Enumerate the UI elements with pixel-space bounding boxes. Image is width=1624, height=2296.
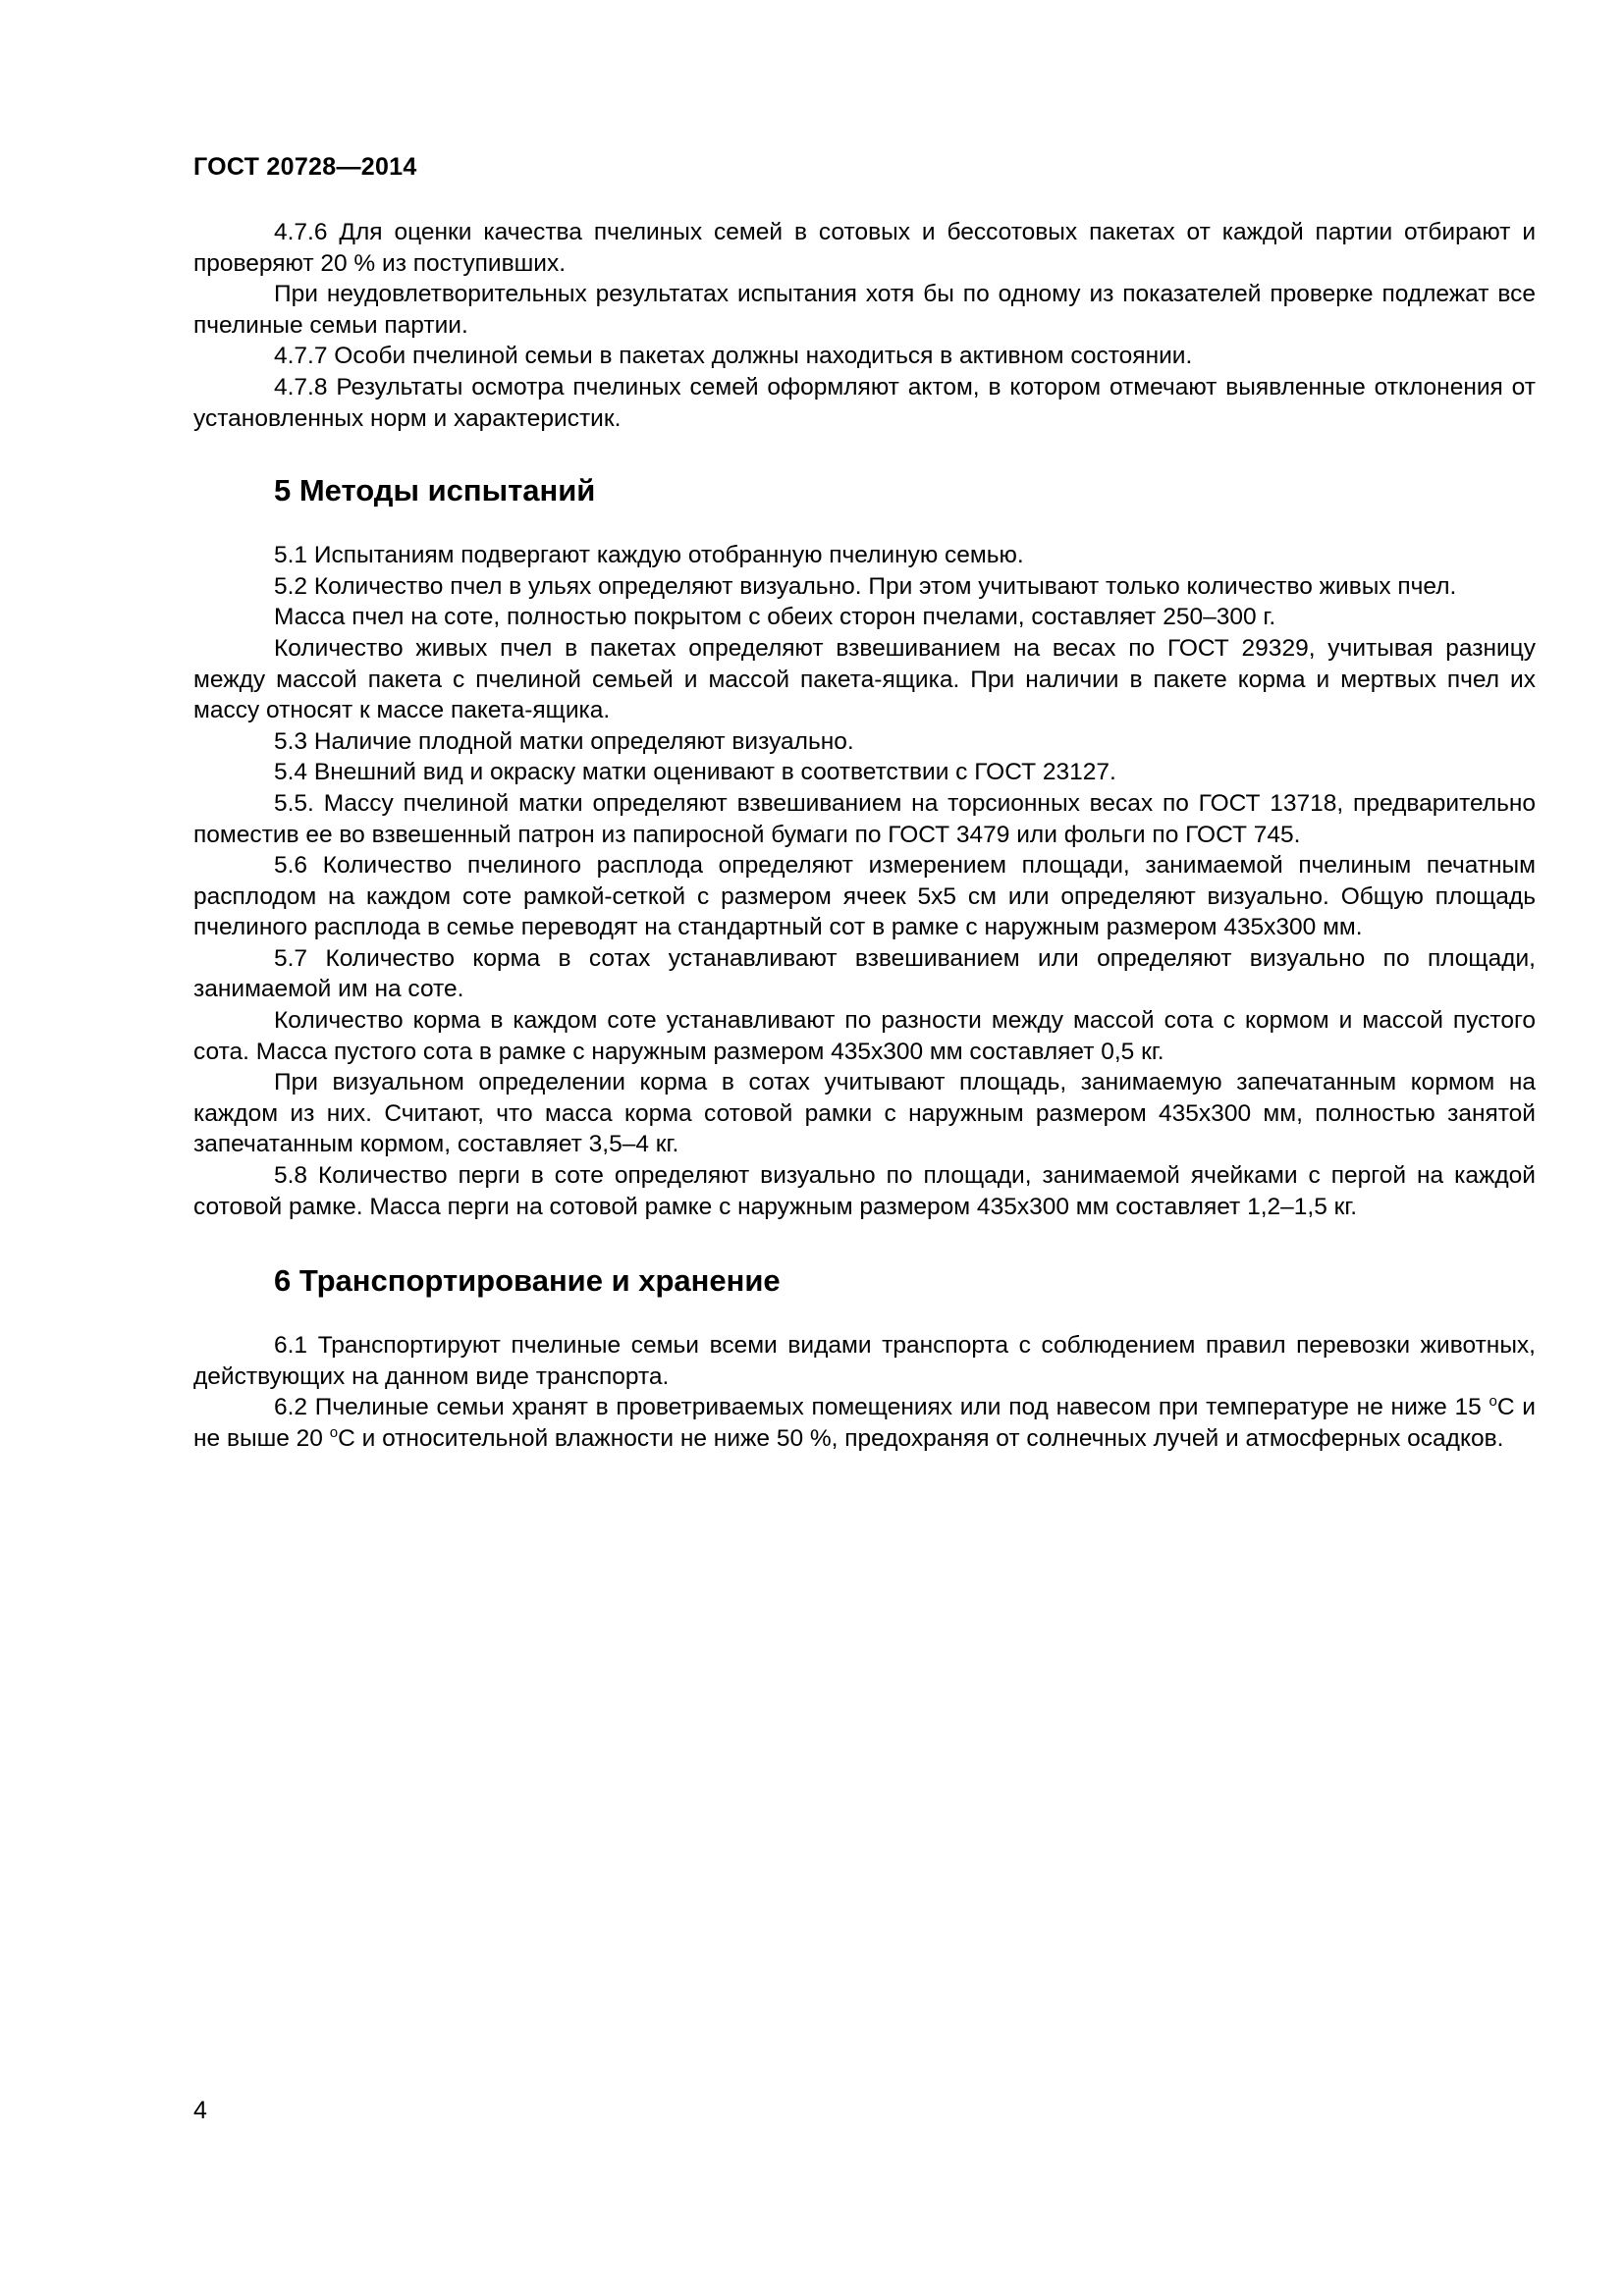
paragraph-5-4: 5.4 Внешний вид и окраску матки оценивают в соответствии с ГОСТ 23127. xyxy=(274,759,1116,786)
paragraph-5-2-mass: Масса пчел на соте, полностью покрытом с обеих сторон пчелами, составляет 250–300 г. xyxy=(274,604,1276,631)
paragraph-5-2: 5.2 Количество пчел в ульях определяют визуально. При этом учитывают только количество живых пчел. xyxy=(274,572,1457,600)
paragraph-6-2-text-3: С и относительной влажности не ниже 50 %, предохраняя от солнечных лучей и атмосферных осадков. xyxy=(338,1425,1504,1452)
paragraph-6-2-text-1: 6.2 Пчелиные семьи хранят в проветриваемых помещениях или под навесом при температуре не ниже 15 xyxy=(274,1394,1489,1421)
paragraph-5-7: 5.7 Количество корма в сотах устанавливают взвешиванием или определяют визуально по площади, занимаемой им на соте. xyxy=(193,944,1536,1003)
paragraph-5-1: 5.1 Испытаниям подвергают каждую отобранную пчелиную семью. xyxy=(274,542,1024,569)
paragraph-5-5: 5.5. Массу пчелиной матки определяют взвешиванием на торсионных весах по ГОСТ 13718, предварительно поместив ее во взвешенный патрон из папиросной бумаги по ГОСТ 3479 или фольги по ГОСТ 745. xyxy=(193,789,1536,848)
paragraph-5-8: 5.8 Количество перги в соте определяют визуально по площади, занимаемой ячейками с пергой на каждой сотовой рамке. Масса перги на сотовой рамке с наружным размером 435х300 мм составляет 1,2–1,5 кг. xyxy=(193,1162,1536,1220)
degree-symbol: о xyxy=(1489,1393,1497,1411)
paragraph-5-6: 5.6 Количество пчелиного расплода определяют измерением площади, занимаемой пчелиным печатным расплодом на каждом соте рамкой-сеткой с размером ячеек 5х5 см или определяют визуально. Общую площадь пчелиного расплода в семье переводят на стандартный сот в рамке с наружным размером 435х300 мм. xyxy=(193,852,1536,941)
paragraph-5-7-visual: При визуальном определении корма в сотах учитывают площадь, занимаемую запечатанным кормом на каждом из них. Считают, что масса корма сотовой рамки с наружным размером 435х300 мм, полностью занятой запечатанным кормом, составляет 3,5–4 кг. xyxy=(193,1069,1536,1158)
degree-symbol: о xyxy=(329,1424,339,1441)
paragraph-6-2-text-2: С и не выше 20 xyxy=(193,1394,1536,1452)
paragraph-4-7-7: 4.7.7 Особи пчелиной семьи в пакетах должны находиться в активном состоянии. xyxy=(274,343,1193,370)
document-code-header: ГОСТ 20728—2014 xyxy=(193,153,417,181)
paragraph-5-3: 5.3 Наличие плодной матки определяют визуально. xyxy=(274,727,854,755)
section-5-heading: 5 Методы испытаний xyxy=(274,473,596,508)
paragraph-6-2 xyxy=(193,1392,1536,1454)
section-6-heading: 6 Транспортирование и хранение xyxy=(274,1263,781,1299)
paragraph-4-7-6: 4.7.6 Для оценки качества пчелиных семей в сотовых и бессотовых пакетах от каждой партии отбирают и проверяют 20 % из поступивших. xyxy=(193,219,1536,277)
paragraph-6-1: 6.1 Транспортируют пчелиные семьи всеми видами транспорта с соблюдением правил перевозки животных, действующих на данном виде транспорта. xyxy=(193,1332,1536,1390)
paragraph-5-7-difference: Количество корма в каждом соте устанавливают по разности между массой сота с кормом и массой пустого сота. Масса пустого сота в рамке с наружным размером 435х300 мм составляет 0,5 кг. xyxy=(193,1007,1536,1065)
page-number: 4 xyxy=(193,2097,207,2124)
paragraph-5-2-packets: Количество живых пчел в пакетах определяют взвешиванием на весах по ГОСТ 29329, учитывая разницу между массой пакета с пчелиной семьей и массой пакета-ящика. При наличии в пакете корма и мертвых пчел их массу относят к массе пакета-ящика. xyxy=(193,634,1536,724)
paragraph-4-7-8: 4.7.8 Результаты осмотра пчелиных семей оформляют актом, в котором отмечают выявленные отклонения от установленных норм и характеристик. xyxy=(193,373,1536,432)
paragraph-4-7-6-cont: При неудовлетворительных результатах испытания хотя бы по одному из показателей проверке подлежат все пчелиные семьи партии. xyxy=(193,281,1536,339)
document-body xyxy=(193,217,1536,1455)
